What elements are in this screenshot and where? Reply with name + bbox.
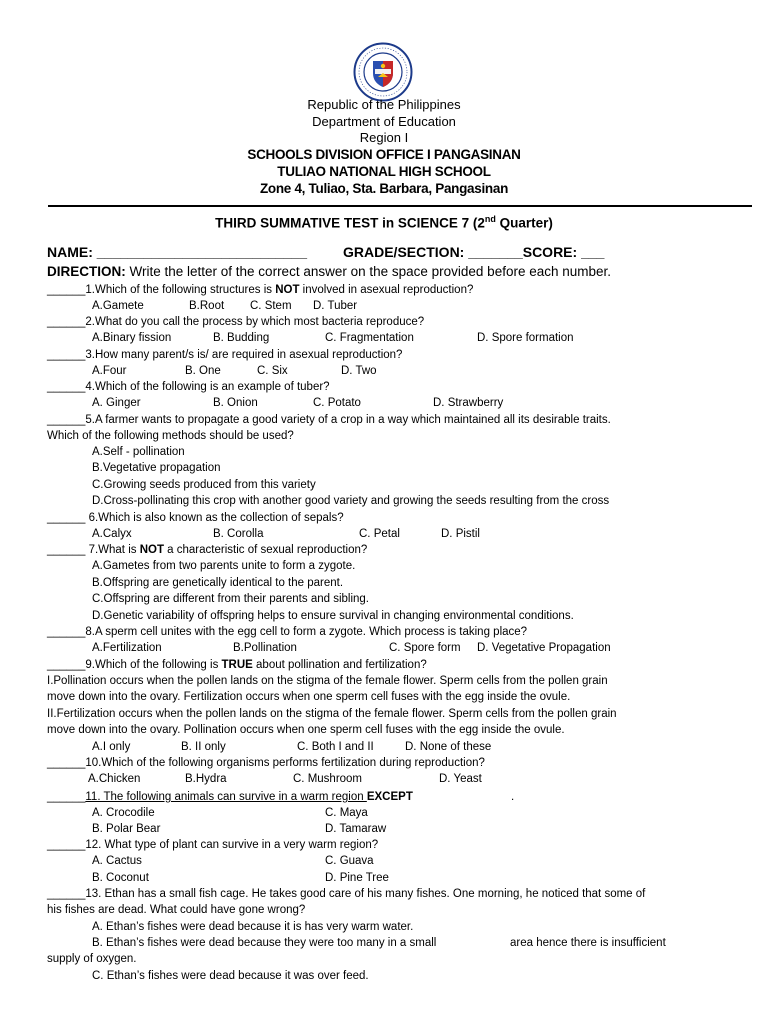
q10-choice-b: B.Hydra (185, 773, 227, 785)
q5-choice-c: C.Growing seeds produced from this variety (92, 479, 316, 491)
direction-text: DIRECTION: Write the letter of the correct answer on the space provided before each number. (47, 264, 612, 279)
q3-choice-c: C. Six (257, 365, 288, 377)
name-field[interactable]: NAME: ___________________________ (47, 244, 307, 260)
q11-choice-d: D. Tamaraw (325, 823, 387, 835)
q13-choice-a: A. Ethan’s fishes were dead because it is has very warm water. (92, 921, 414, 933)
question-9: ______9.Which of the following is TRUE about pollination and fertilization? (47, 659, 427, 671)
q4-choice-c: C. Potato (313, 397, 361, 409)
q11-choice-a: A. Crocodile (92, 807, 155, 819)
q13-choice-b-line-1: B. Ethan’s fishes were dead because they were too many in a small (92, 937, 437, 949)
q11-choice-b: B. Polar Bear (92, 823, 161, 835)
q4-choice-b: B. Onion (213, 397, 258, 409)
q9-statement-2-line-2: move down into the ovary. Pollination occurs when one sperm cell fuses with the egg inside the ovule. (47, 724, 565, 736)
deped-seal-logo (353, 42, 413, 102)
q3-choice-a: A.Four (92, 365, 127, 377)
question-11: ______11. The following animals can survive in a warm region EXCEPT (47, 791, 413, 803)
question-5-line-2: Which of the following methods should be used? (47, 430, 294, 442)
header-school-name: TULIAO NATIONAL HIGH SCHOOL (277, 164, 491, 179)
q12-choice-c: C. Guava (325, 855, 374, 867)
grade-section-score-field[interactable]: GRADE/SECTION: _______SCORE: ___ (343, 244, 605, 260)
question-3: ______3.How many parent/s is/ are required in asexual reproduction? (47, 349, 403, 361)
q9-statement-1-line-1: I.Pollination occurs when the pollen lands on the stigma of the female flower. Sperm cells from the pollen grain (47, 675, 608, 687)
test-title: THIRD SUMMATIVE TEST in SCIENCE 7 (2nd Quarter) (215, 214, 553, 231)
q5-choice-d: D.Cross-pollinating this crop with another good variety and growing the seeds resulting from the cross (92, 495, 610, 507)
q1-choice-c: C. Stem (250, 300, 292, 312)
q1-choice-b: B.Root (189, 300, 225, 312)
q8-choice-c: C. Spore form (389, 642, 461, 654)
q13-choice-c: C. Ethan’s fishes were dead because it was over feed. (92, 970, 369, 982)
q8-choice-d: D. Vegetative Propagation (477, 642, 611, 654)
question-10: ______10.Which of the following organisms performs fertilization during reproduction? (47, 757, 485, 769)
q10-choice-a: A.Chicken (88, 773, 141, 785)
q4-choice-d: D. Strawberry (433, 397, 504, 409)
question-13-line-1: ______13. Ethan has a small fish cage. He takes good care of his many fishes. One morning, he noticed that some of (47, 888, 646, 900)
header-republic: Republic of the Philippines (307, 97, 461, 112)
q13-choice-b-line-2: area hence there is insufficient (510, 937, 666, 949)
q3-choice-d: D. Two (341, 365, 377, 377)
question-11-period: . (511, 791, 515, 803)
q8-choice-a: A.Fertilization (92, 642, 162, 654)
q9-choice-a: A.I only (92, 741, 131, 753)
q8-choice-b: B.Pollination (233, 642, 297, 654)
q9-choice-d: D. None of these (405, 741, 492, 753)
q7-choice-b: B.Offspring are genetically identical to the parent. (92, 577, 344, 589)
q1-choice-d: D. Tuber (313, 300, 358, 312)
q2-choice-a: A.Binary fission (92, 332, 172, 344)
header-department: Department of Education (312, 114, 456, 129)
q1-choice-a: A.Gamete (92, 300, 144, 312)
q6-choice-b: B. Corolla (213, 528, 264, 540)
q12-choice-a: A. Cactus (92, 855, 142, 867)
q9-choice-b: B. II only (181, 741, 226, 753)
q5-choice-a: A.Self - pollination (92, 446, 185, 458)
question-5-line-1: ______5.A farmer wants to propagate a good variety of a crop in a way which maintained all its desirable traits. (47, 414, 611, 426)
question-12: ______12. What type of plant can survive in a very warm region? (47, 839, 379, 851)
question-13-line-2: his fishes are dead. What could have gone wrong? (47, 904, 306, 916)
q9-statement-2-line-1: II.Fertilization occurs when the pollen lands on the stigma of the female flower. Sperm cells from the pollen grain (47, 708, 617, 720)
question-4: ______4.Which of the following is an example of tuber? (47, 381, 330, 393)
q12-choice-d: D. Pine Tree (325, 872, 389, 884)
q7-choice-d: D.Genetic variability of offspring helps to ensure survival in changing environmental conditions. (92, 610, 574, 622)
q6-choice-d: D. Pistil (441, 528, 480, 540)
q2-choice-c: C. Fragmentation (325, 332, 414, 344)
question-8: ______8.A sperm cell unites with the egg cell to form a zygote. Which process is taking place? (47, 626, 528, 638)
header-divider (48, 205, 752, 207)
header-division-office: SCHOOLS DIVISION OFFICE I PANGASINAN (247, 147, 521, 162)
q6-choice-a: A.Calyx (92, 528, 132, 540)
q2-choice-d: D. Spore formation (477, 332, 574, 344)
question-1: ______1.Which of the following structures is NOT involved in asexual reproduction? (47, 284, 474, 296)
q7-choice-c: C.Offspring are different from their parents and sibling. (92, 593, 369, 605)
q5-choice-b: B.Vegetative propagation (92, 462, 221, 474)
q9-choice-c: C. Both I and II (297, 741, 374, 753)
question-7: ______ 7.What is NOT a characteristic of sexual reproduction? (47, 544, 368, 556)
q3-choice-b: B. One (185, 365, 221, 377)
q13-choice-b-line-3: supply of oxygen. (47, 953, 137, 965)
q7-choice-a: A.Gametes from two parents unite to form a zygote. (92, 560, 356, 572)
q2-choice-b: B. Budding (213, 332, 270, 344)
q6-choice-c: C. Petal (359, 528, 400, 540)
q10-choice-d: D. Yeast (439, 773, 482, 785)
q4-choice-a: A. Ginger (92, 397, 141, 409)
question-2: ______2.What do you call the process by which most bacteria reproduce? (47, 316, 425, 328)
question-6: ______ 6.Which is also known as the collection of sepals? (47, 512, 344, 524)
q12-choice-b: B. Coconut (92, 872, 149, 884)
q9-statement-1-line-2: move down into the ovary. Fertilization occurs when one sperm cell fuses with the egg inside the ovule. (47, 691, 571, 703)
header-address: Zone 4, Tuliao, Sta. Barbara, Pangasinan (259, 181, 509, 196)
q11-choice-c: C. Maya (325, 807, 368, 819)
header-region: Region I (359, 130, 409, 145)
q10-choice-c: C. Mushroom (293, 773, 363, 785)
